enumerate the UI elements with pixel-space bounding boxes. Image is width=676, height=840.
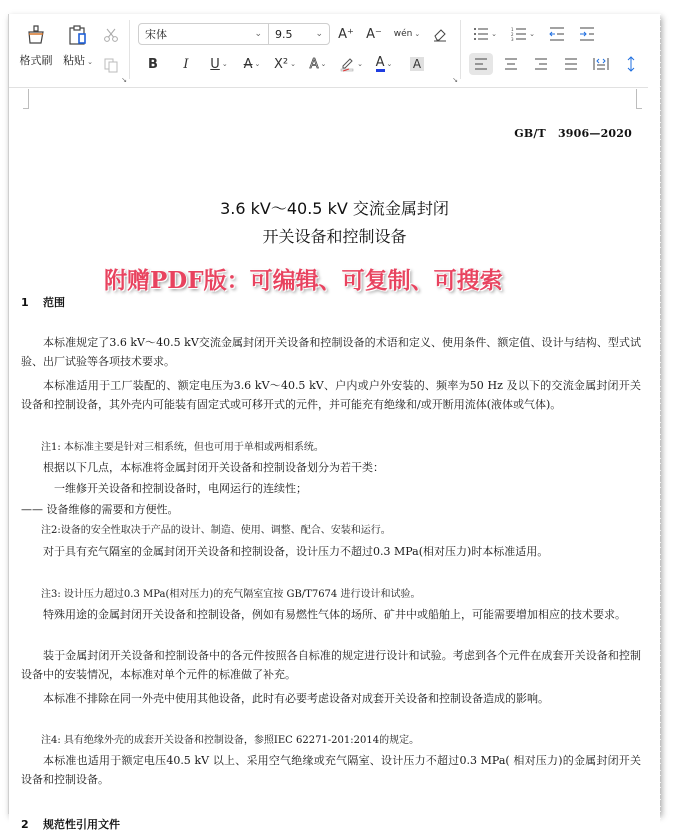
paragraph: 本标准不排除在同一外壳中使用其他设备，此时有必要考虑设备对成套开关设备和控制设备造成的影响。 — [43, 692, 549, 705]
phonetic-guide-button[interactable] — [390, 23, 424, 45]
increase-indent-button[interactable] — [575, 23, 599, 45]
text-effect-button[interactable] — [303, 53, 333, 75]
phonetic-guide-icon: wén — [393, 29, 413, 39]
svg-text:2: 2 — [511, 32, 514, 37]
decrease-indent-icon — [549, 27, 565, 41]
note-paragraph: 注3: 设计压力超过0.3 MPa(相对压力)的充气隔室宜按 GB/T7674 进行设计和试验。 — [41, 589, 421, 600]
clipboard-small-buttons — [99, 14, 123, 87]
paragraph: 本标准也适用于额定电压40.5 kV 以上、采用空气绝缘或充气隔室、设计压力不超过0.3 MPa( 相对压力)的金属封闭开关设备和控制设备。 — [21, 754, 641, 786]
page-corner-mark — [636, 89, 642, 109]
svg-text:3: 3 — [511, 37, 514, 42]
chevron-down-icon: ⌄ — [529, 30, 535, 38]
paragraph-row-2 — [469, 53, 643, 75]
numbered-list-icon — [511, 27, 527, 41]
font-row-1 — [138, 23, 452, 45]
chevron-down-icon: ⌄ — [290, 60, 296, 68]
char-shading-icon: A — [410, 57, 424, 71]
paragraph: 根据以下几点，本标准将金属封闭开关设备和控制设备划分为若干类： — [43, 461, 384, 474]
torn-edge-decoration — [648, 14, 662, 834]
bold-button[interactable] — [138, 53, 168, 75]
distributed-icon — [593, 57, 609, 71]
bullet-list-icon — [473, 27, 489, 41]
text-effect-icon: A — [309, 56, 319, 72]
line-spacing-button[interactable] — [619, 53, 643, 75]
section-heading-normative-references — [21, 816, 120, 832]
eraser-icon — [432, 26, 448, 42]
standard-number: GB/T 3906—2020 — [514, 127, 632, 140]
section-title: 范围 — [43, 296, 65, 309]
line-spacing-icon — [626, 56, 636, 72]
section-number: 1 — [21, 296, 29, 309]
ribbon-toolbar — [9, 14, 660, 88]
align-right-icon — [534, 58, 548, 70]
screenshot-frame — [8, 14, 660, 831]
note-paragraph: 注1: 本标准主要是针对三相系统，但也可用于单相或两相系统。 — [41, 442, 324, 453]
svg-text:1: 1 — [511, 27, 514, 32]
underline-button[interactable] — [204, 53, 234, 75]
format-painter-button[interactable] — [15, 14, 57, 87]
chevron-down-icon[interactable]: ⌄ — [87, 58, 93, 66]
italic-button[interactable] — [171, 53, 201, 75]
align-center-button[interactable] — [499, 53, 523, 75]
align-left-icon — [474, 58, 488, 70]
section-title: 规范性引用文件 — [43, 818, 120, 831]
document-title-line-2: 开关设备和控制设备 — [262, 227, 407, 246]
format-painter-label: 格式刷 — [19, 54, 53, 67]
justify-button[interactable] — [559, 53, 583, 75]
clipboard-group — [9, 14, 129, 87]
superscript-button[interactable] — [270, 53, 300, 75]
grow-font-icon: A⁺ — [338, 26, 354, 42]
distributed-button[interactable] — [589, 53, 613, 75]
font-name-value: 宋体 — [145, 28, 167, 41]
paragraph: 装于金属封闭开关设备和控制设备中的各元件按照各自标准的规定进行设计和试验。考虑到各个元件在成套开关设备和控制设备中的安装情况，本标准对单个元件的标准做了补充。 — [21, 649, 641, 681]
justify-icon — [564, 58, 578, 70]
cut-button[interactable] — [99, 24, 123, 46]
superscript-icon: X² — [274, 56, 289, 72]
chevron-down-icon: ⌄ — [254, 29, 262, 39]
paragraph: 对于具有充气隔室的金属封闭开关设备和控制设备，设计压力不超过0.3 MPa(相对压力)时本标准适用。 — [43, 545, 549, 558]
font-row-2 — [138, 53, 452, 75]
chevron-down-icon: ⌄ — [414, 30, 421, 38]
document-title-line-1: 3.6 kV～40.5 kV 交流金属封闭 — [220, 199, 449, 218]
paste-button[interactable] — [57, 14, 99, 87]
chevron-down-icon: ⌄ — [491, 30, 497, 38]
emphasis-mark-icon: A — [243, 56, 253, 72]
font-dialog-launcher[interactable]: ↘ — [452, 76, 458, 84]
chevron-down-icon: ⌄ — [254, 60, 261, 68]
paragraph: 本标准适用于工厂装配的、额定电压为3.6 kV～40.5 kV、户内或户外安装的、频率为50 Hz 及以下的交流金属封闭开关设备和控制设备，其外壳内可能装有固定式或可移开式的元件，并可能充有绝缘和/或开断用流体(液体或气体)。 — [21, 379, 641, 411]
paste-text: 粘贴 — [63, 54, 86, 67]
document-page[interactable] — [9, 89, 660, 829]
increase-indent-icon — [579, 27, 595, 41]
font-color-button[interactable] — [369, 53, 399, 75]
shrink-font-icon: A⁻ — [366, 26, 382, 42]
italic-icon: I — [183, 56, 189, 72]
font-name-select[interactable] — [138, 23, 269, 45]
section-number: 2 — [21, 818, 29, 831]
paste-label — [63, 52, 93, 68]
char-shading-button[interactable] — [402, 53, 432, 75]
numbering-button[interactable] — [507, 23, 539, 45]
grow-font-button[interactable] — [334, 23, 358, 45]
list-item: 一维修开关设备和控制设备时，电网运行的连续性； — [54, 482, 307, 495]
chevron-down-icon: ⌄ — [315, 29, 323, 39]
emphasis-mark-button[interactable] — [237, 53, 267, 75]
paragraph-row-1 — [469, 23, 643, 45]
underline-icon: U — [210, 56, 220, 72]
clipboard-dialog-launcher[interactable]: ↘ — [121, 76, 127, 84]
bold-icon: B — [148, 56, 158, 72]
paragraph: 本标准规定了3.6 kV～40.5 kV交流金属封闭开关设备和控制设备的术语和定义、使用条件、额定值、设计与结构、型式试验、出厂试验等各项技术要求。 — [21, 336, 641, 368]
bullets-button[interactable] — [469, 23, 501, 45]
highlighter-icon — [339, 56, 355, 72]
format-painter-icon — [25, 24, 47, 46]
section-heading-scope — [21, 294, 65, 310]
paragraph-group — [461, 14, 649, 87]
align-right-button[interactable] — [529, 53, 553, 75]
chevron-down-icon: ⌄ — [357, 60, 363, 68]
chevron-down-icon: ⌄ — [221, 60, 228, 68]
font-group — [130, 14, 460, 87]
list-item: —— 设备维修的需要和方便性。 — [21, 503, 179, 516]
paragraph: 特殊用途的金属封闭开关设备和控制设备，例如有易燃性气体的场所、矿井中或船舶上，可能需要增加相应的技术要求。 — [43, 608, 626, 621]
chevron-down-icon: ⌄ — [320, 60, 327, 68]
promo-watermark: 附赠PDF版：可编辑、可复制、可搜索 — [104, 267, 503, 294]
font-color-icon: A — [375, 55, 385, 70]
decrease-indent-button[interactable] — [545, 23, 569, 45]
copy-button[interactable] — [99, 54, 123, 76]
scissors-icon — [103, 27, 119, 43]
paste-icon — [67, 24, 89, 46]
chevron-down-icon: ⌄ — [386, 60, 393, 68]
align-left-button[interactable] — [469, 53, 493, 75]
page-corner-mark — [23, 89, 29, 109]
clear-format-button[interactable] — [428, 23, 452, 45]
note-paragraph: 注2:设备的安全性取决于产品的设计、制造、使用、调整、配合、安装和运行。 — [41, 525, 391, 536]
copy-icon — [103, 57, 119, 73]
font-size-select[interactable] — [268, 23, 330, 45]
font-size-value: 9.5 — [275, 27, 293, 41]
align-center-icon — [504, 58, 518, 70]
highlight-button[interactable] — [336, 53, 366, 75]
shrink-font-button[interactable] — [362, 23, 386, 45]
note-paragraph: 注4: 具有绝缘外壳的成套开关设备和控制设备，参照IEC 62271-201:2014的规定。 — [41, 735, 420, 746]
